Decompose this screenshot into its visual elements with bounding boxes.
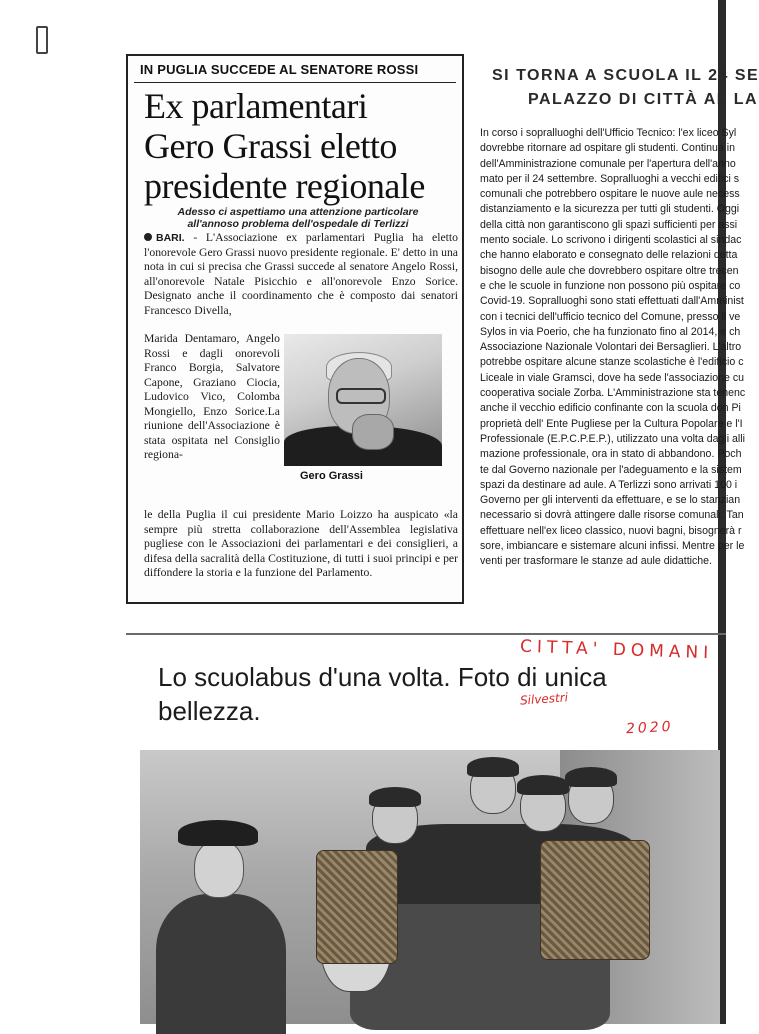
article-body-intro (144, 231, 458, 318)
subhead-line: Adesso ci aspettiamo una attenzione particolare (177, 206, 419, 218)
body-line: distanziamento e la sicurezza per tutti gli studenti. Oggi (480, 203, 740, 216)
body-line: venti per trasformare le stanze ad aule didattiche. (480, 555, 713, 568)
article-scuola-body (480, 126, 746, 570)
headline-line: SI TORNA A SCUOLA IL 24 SE (492, 67, 759, 84)
body-intro-text: - L'Associazione ex parlamentari Puglia ha eletto l'onorevole Gero Grassi nuovo presidente regionale. E' detto in una nota in cui si precisa che Grassi succede al senatore Angelo Rossi, all'onorevole Natale Pisicchio e all'onorevole Enzo Sorice. Designato anche il coordinamento che è composto dai senatori Francesco Divella, (144, 231, 458, 317)
body-line: con i tecnici dell'ufficio tecnico del Comune, presso il ve (480, 310, 741, 323)
body-line: Liceale in viale Gramsci, dove ha sede l'associazione cu (480, 371, 745, 384)
article-body-end: le della Puglia il cui presidente Mario Loizzo ha auspicato «la sempre più stretta collaborazione dell'Assemblea legislativa pugliese con le Associazioni dei parlamentari e dei consiglieri, a difesa della sacralità della Costituzione, di tutti i suoi principi e per diffondere la storia e la funzione del Parlamento. (144, 508, 458, 579)
article-kicker: IN PUGLIA SUCCEDE AL SENATORE ROSSI (140, 62, 419, 77)
body-line: Professionale (E.P.C.P.E.P.), utilizzato una volta dagli alli (480, 432, 745, 445)
headline-line: PALAZZO DI CITTÀ AL LA (528, 91, 759, 108)
body-line: te dal Governo nazionale per l'adeguamento e la sistem (480, 463, 742, 476)
body-line: e che le scuole in funzione non possono più ospitare co (480, 279, 741, 292)
basket (540, 840, 650, 960)
article-body-column: Marida Dentamaro, Angelo Rossi e dagli onorevoli Franco Borgia, Salvatore Capone, Graziano Ciocia, Ludovico Vico, Colomba Mongiello, Enzo Sorice.La riunione dell'Associazione è stata ospitata nel Consiglio regiona- (144, 332, 280, 461)
headline-line: presidente regionale (144, 166, 425, 206)
handwritten-year: 2020 (625, 718, 675, 738)
kicker-rule (134, 82, 456, 83)
portrait-photo (284, 334, 442, 464)
body-line: mazione professionale, ora in stato di abbandono. Poch (480, 448, 742, 461)
body-line: cooperativa sociale Zorba. L'Amministrazione sta tenenc (480, 387, 746, 400)
post-caption: Lo scuolabus d'una volta. Foto di unica bellezza. (158, 662, 607, 726)
body-line: anche il vecchio edificio confinante con la scuola don Pi (480, 402, 741, 415)
child-figure (470, 764, 516, 814)
body-line: Covid-19. Sopralluoghi sono stati effettuati dall'Amminist (480, 295, 744, 308)
article-scuola (478, 60, 759, 620)
body-line: mato per il 24 settembre. Sopralluoghi a vecchi edifici s (480, 172, 740, 185)
photo-caption: Gero Grassi (300, 470, 363, 482)
binder-mark (36, 26, 48, 54)
body-line: effettuare nell'ex liceo classico, nuovi bagni, bisognerà r (480, 524, 742, 537)
subhead-line: all'annoso problema dell'ospedale di Terlizzi (187, 218, 409, 230)
body-line: che hanno elaborato e consegnato delle relazioni detta (480, 249, 738, 262)
article-subhead (148, 206, 448, 230)
body-line: proprietà dell' Ente Pugliese per la Cultura Popolare e l'I (480, 417, 743, 430)
body-line: spazi da destinare ad aule. A Terlizzi sono arrivati 100 i (480, 478, 738, 491)
man-figure (156, 820, 286, 1030)
handwritten-signature: Silvestri (519, 690, 569, 708)
article-headline (144, 86, 454, 206)
headline-line: Ex parlamentari (144, 86, 368, 126)
bullet-icon (144, 233, 152, 241)
dateline: BARI. (156, 232, 185, 244)
child-figure (520, 782, 566, 832)
section-divider (126, 633, 726, 635)
body-line: bisogno delle aule che dovrebbero ospitare oltre trecen (480, 264, 739, 277)
body-line: dell'Amministrazione comunale per l'apertura dell'anno (480, 157, 736, 170)
child-figure (372, 794, 418, 844)
body-line: mento sociale. Lo scrivono i dirigenti scolastici al sindac (480, 234, 742, 247)
body-line: della città non garantiscono gli spazi sufficienti per assi (480, 218, 738, 231)
vintage-photo (140, 750, 720, 1024)
handwritten-note: CITTA' DOMANI (519, 636, 714, 664)
basket (316, 850, 398, 964)
body-line: necessario si dovrà attingere dalle risorse comunali. Tan (480, 509, 744, 522)
body-line: Governo per gli interventi da effettuare, e se lo stanzian (480, 494, 741, 507)
article-scuola-headline (492, 64, 759, 112)
body-line: sore, imbiancare e sistemare alcuni infissi. Mentre per le (480, 540, 745, 553)
body-line: Associazione Nazionale Volontari dei Bersaglieri. L'altro (480, 341, 742, 354)
body-line: Sylos in via Poerio, che ha funzionato fino al 2014, e ch (480, 325, 741, 338)
body-line: comunali che potrebbero ospitare le nuove aule necess (480, 188, 740, 201)
headline-line: Gero Grassi eletto (144, 126, 397, 166)
body-line: dovrebbe ritornare ad ospitare gli studenti. Continua in (480, 142, 735, 155)
body-line: In corso i sopralluoghi dell'Ufficio Tecnico: l'ex liceo Syl (480, 127, 737, 139)
article-grassi (126, 54, 464, 604)
child-figure (568, 774, 614, 824)
body-line: potrebbe ospitare alcune stanze scolastiche è l'edificio c (480, 356, 744, 369)
